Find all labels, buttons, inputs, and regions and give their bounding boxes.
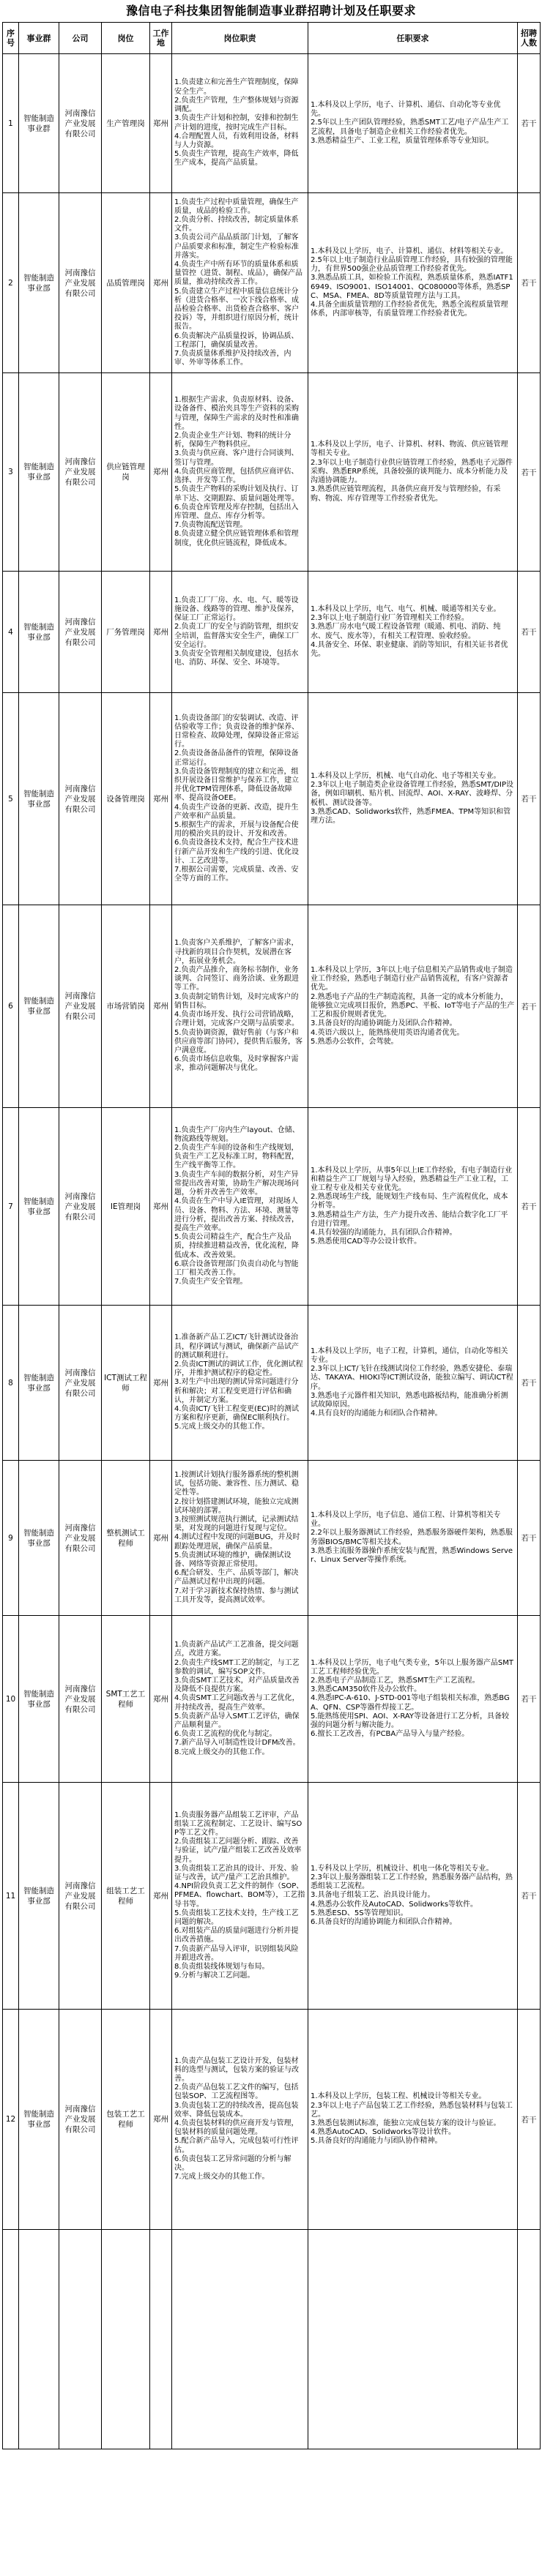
header-location: 工作地 <box>150 23 172 54</box>
table-row <box>3 1108 541 1306</box>
row-duties: 1.负责工厂厂房、水、电、气、暖等设施设备、线路等的管理、维护及保养，保证工厂正常运行。 2.负责工厂的安全与消防管理，组织安全培训，监督落实安全生产，确保工厂安全运行。 3.负责安全管理相关制度建设，包括水电、消防、环保、安全、环境等。 <box>172 572 308 693</box>
row-index <box>3 2230 19 2449</box>
row-company: 河南豫信产业发展有限公司 <box>59 1616 102 1783</box>
row-duties: 1.负责新产品试产工艺准备，提交问题点，改进方案。 2.负责生产线SMT工艺的制定，与工艺参数的调试，编写SOP文件。 3.负责SMT工艺技术，对产品质量改善及降低不良提供方案。 4.负责SMT工艺问题改善与工艺优化，并持续改善，提高生产效率。 5.负责新产品导入SMT工艺评估，确保产品顺利量产。 6.负责工艺流程的优化与制定。 7.新产品导入可制造性设计DFM改善。 8.完成上级交办的其他工作。 <box>172 1616 308 1783</box>
row-division: 智能制造事业部 <box>19 1783 59 2010</box>
row-index: 7 <box>3 1108 19 1306</box>
row-index: 1 <box>3 54 19 193</box>
row-duties: 1.负责生产过程中质量管理，确保生产质量，成品的检验工作。 2.负责分析、持续改善，制定质量体系文件。 3.负责公司产品品质部门计划，了解客户品质要求和标准，制定生产检验标准并落实。 4.负责生产中所有环节的质量体系和质量管控（进货、制程、成品），确保产品质量，推动持续改善工作。 5.负责建立生产过程中质量信息统计分析（进货合格率、一次下线合格率、成品检验合格率、出货检查合格率、客户投诉）等，并组织进行原因分析，统计报告。 6.负责解决产品质量投诉，协调品质、工程部门，确保质量改善。 7.负责质量体系维护及持续改善，内审、外审等体系工作。 <box>172 193 308 373</box>
row-duties: 1.负责客户关系维护，了解客户需求，寻找新的项目合作契机，发展潜在客户，拓展业务机会。 2.负责产品推介，商务标书制作，业务谈判、合同签订、商务洽谈、业务跟进等工作。 3.负责制定销售计划，及时完成客户的销售目标。 4.负责市场开发、执行公司营销战略，合理计划，完成客户交期与品质要求。 5.负责协调资源，做好售前（与客户和供应商等部门协同），提供售后服务，客户满意度。 6.负责市场信息收集，及时掌握客户需求，推动问题解决与优化。 <box>172 905 308 1108</box>
row-duties: 1.负责设备部门的安装调试、改造、评估验收等工作；负责设备的维护保养、日常检查、故障处理，保障设备正常运行。 2.负责设备备品备件的管理，保障设备正常运行。 3.负责设备管理制度的建立和完善，组织开展设备日常维护与保养工作，建立并优化TPM管理体系，降低设备故障率、提高设备OEE。 4.负责生产设备的更新、改造，提升生产效率和产品质量。 5.根据生产的需求，开展与设备配合使用的模治夹具的设计、开发和改善。 6.负责设备技术支持，配合生产技术进行新产品开发和生产线的引进、优化设计、工艺改进等。 7.根据公司需要，完成质量、改善、安全等方面的工作。 <box>172 693 308 905</box>
row-index: 11 <box>3 1783 19 2010</box>
table-row <box>3 373 541 572</box>
row-duties: 1.负责产品包装工艺设计开发，包装材料的选型与测试，包装方案的验证与改善。 2.负责产品包装工艺文件的编写，包括包装SOP、工艺流程图等。 3.负责包装工艺的持续改善，提高包装效率、降低包装成本。 4.负责包装材料的供应商开发与管理，包装材料的质量问题处理。 5.配合新产品导入，完成包装可行性评估。 6.负责包装工艺异常问题的分析与解决。 7.完成上级交办的其他工作。 <box>172 2010 308 2230</box>
row-company: 河南豫信产业发展有限公司 <box>59 193 102 373</box>
row-duties: 1.负责建立和完善生产管理制度，保障安全生产。 2.负责生产管理，生产整体规划与资源调配。 3.负责生产计划和控制，安排和控制生产计划的进度，按时完成生产目标。 4.合理配置人员，有效利用设备，材料与人力资源。 5.负责生产管理，提高生产效率，降低生产成本，提高产品质量。 <box>172 54 308 193</box>
row-company: 河南豫信产业发展有限公司 <box>59 54 102 193</box>
row-location: 郑州 <box>150 373 172 572</box>
row-headcount: 若干 <box>518 1616 541 1783</box>
row-location: 郑州 <box>150 1616 172 1783</box>
row-position: 组装工艺工程师 <box>102 1783 150 2010</box>
row-headcount: 若干 <box>518 1306 541 1461</box>
row-headcount <box>518 2230 541 2449</box>
row-index: 2 <box>3 193 19 373</box>
row-location: 郑州 <box>150 2010 172 2230</box>
row-headcount: 若干 <box>518 1461 541 1616</box>
row-position: ICT测试工程师 <box>102 1306 150 1461</box>
table-row <box>3 1783 541 2010</box>
row-company <box>59 2230 102 2449</box>
row-location: 郑州 <box>150 193 172 373</box>
row-company: 河南豫信产业发展有限公司 <box>59 572 102 693</box>
header-requirements: 任职要求 <box>308 23 518 54</box>
row-requirements <box>308 2230 518 2449</box>
table-row <box>3 572 541 693</box>
row-position: SMT工艺工程师 <box>102 1616 150 1783</box>
row-duties: 1.负责服务器产品组装工艺评审，产品组装工艺流程制定、工艺设计、编写SOP等工艺文件。 2.负责组装工艺问题分析、跟踪、改善与验证，试产/量产组装工艺改善及效率提升。 3.负责组装工艺治具的设计、开发、验证与改善，试产/量产工艺治具维护。 4.NPI阶段负责工艺文件的制作（SOP、PFMEA、flowchart、BOM等），工艺指导书等。 5.负责组装工艺技术支持，生产线工艺问题的解决。 6.对组装产品的质量问题进行分析并提出改善措施。 7.负责新产品导入评审，识别组装风险并跟进改善。 8.负责组装线体规划与布局。 9.分析与解决工艺问题。 <box>172 1783 308 2010</box>
row-division: 智能制造事业部 <box>19 693 59 905</box>
row-index: 6 <box>3 905 19 1108</box>
row-headcount: 若干 <box>518 54 541 193</box>
header-index: 序号 <box>3 23 19 54</box>
row-division: 智能制造事业部 <box>19 905 59 1108</box>
row-headcount: 若干 <box>518 905 541 1108</box>
row-division: 智能制造事业部 <box>19 2010 59 2230</box>
row-division: 智能制造事业部 <box>19 1616 59 1783</box>
row-headcount: 若干 <box>518 693 541 905</box>
row-company: 河南豫信产业发展有限公司 <box>59 2010 102 2230</box>
row-index: 3 <box>3 373 19 572</box>
table-row <box>3 1616 541 1783</box>
row-headcount: 若干 <box>518 572 541 693</box>
row-duties: 1.准备新产品工艺ICT/飞针测试设备治具，程序调试与测试，确保新产品试产的测试顺利进行。 2.负责ICT测试的调试工作，优化测试程序，并维护测试程序的稳定性。 3.对生产中出现的测试异常问题进行分析和解决；对工程变更进行评估和确认，并制定方案。 4.负责ICT/飞针工程变更(EC)时的测试方案和程序更新，确保EC顺利执行。 5.完成上级交办的其他工作。 <box>172 1306 308 1461</box>
row-company: 河南豫信产业发展有限公司 <box>59 693 102 905</box>
table-row <box>3 905 541 1108</box>
table-row <box>3 193 541 373</box>
row-location: 郑州 <box>150 1461 172 1616</box>
row-position: 整机测试工程师 <box>102 1461 150 1616</box>
table-row <box>3 1306 541 1461</box>
row-requirements: 1.本科及以上学历，电气、电气、机械、暖通等相关专业。 2.3年以上电子制造行业厂务管理相关工作经验。 3.熟悉厂房水电气暖工程设备管理（暖通、机电、消防、纯水、废气、废水等），有相关工程管理、验收经验。 4.具备安全、环保、职业健康、消防等知识，有相关证书者优先。 <box>308 572 518 693</box>
row-location: 郑州 <box>150 1108 172 1306</box>
row-headcount: 若干 <box>518 1108 541 1306</box>
row-location: 郑州 <box>150 693 172 905</box>
row-location: 郑州 <box>150 572 172 693</box>
header-headcount: 招聘人数 <box>518 23 541 54</box>
row-company: 河南豫信产业发展有限公司 <box>59 1306 102 1461</box>
row-duties: 1.根据生产需求，负责原材料、设备、设备备件、模治夹具等生产资料的采购与管理，保障生产需求的及时性和准确性。 2.负责企业生产计划、物料的统计分析，保障生产物料供应。 3.负责与供应商、客户进行合同谈判、签订与管理。 4.负责供应商管理，包括供应商评估、选择、开发等工作。 5.负责生产物料的采购计划及执行、订单下达、交期跟踪、质量问题处理等。 6.负责仓库管理及库存控制，包括出入库管理、盘点、库存分析等。 7.负责物流配送管理。 8.负责建立健全供应链管理体系和管理制度，优化供应链流程，降低成本。 <box>172 373 308 572</box>
row-division: 智能制造事业部 <box>19 1306 59 1461</box>
row-requirements: 1.本科及以上学历，包装工程、机械设计等相关专业。 2.3年以上电子产品包装工艺工作经验，熟悉包装材料与包装工艺。 3.熟悉包装测试标准，能独立完成包装方案的设计与验证。 4.熟悉AutoCAD、Solidworks等设计软件。 5.具备良好的沟通能力与团队协作精神。 <box>308 2010 518 2230</box>
row-duties: 1.按测试计划执行服务器系统的整机测试，包括功能、兼容性、压力测试、稳定性等。 2.按计划搭建测试环境，能独立完成测试环境的部署。 3.按照测试规范执行测试，记录测试结果，对发现的问题进行复现与定位。 4.测试过程中发现的问题BUG，并及时跟踪处理进展，确保产品质量。 5.负责测试环境的维护，确保测试设备、网络等资源正常使用。 6.配合研发、生产、品质等部门，解决产品测试过程中出现的问题。 7.对于学习新技术保持热情、参与测试工具开发等，提高测试效率。 <box>172 1461 308 1616</box>
row-requirements: 1.本科及以上学历，机械、电气自动化、电子等相关专业。 2.3年以上电子制造类企业设备管理工作经验，熟悉SMT/DIP设备，例如印刷机、贴片机、回流焊、AOI、X-RAY、波峰焊、分板机、测试设备等。 3.熟悉CAD、Solidworks软件，熟悉FMEA、TPM等知识和管理方法。 <box>308 693 518 905</box>
row-company: 河南豫信产业发展有限公司 <box>59 905 102 1108</box>
header-position: 岗位 <box>102 23 150 54</box>
row-location <box>150 2230 172 2449</box>
row-position: 供应链管理岗 <box>102 373 150 572</box>
row-company: 河南豫信产业发展有限公司 <box>59 1783 102 2010</box>
row-headcount: 若干 <box>518 373 541 572</box>
row-position <box>102 2230 150 2449</box>
row-division <box>19 2230 59 2449</box>
row-location: 郑州 <box>150 905 172 1108</box>
row-location: 郑州 <box>150 1783 172 2010</box>
row-division: 智能制造事业部 <box>19 1108 59 1306</box>
row-division: 智能制造事业部 <box>19 373 59 572</box>
table-row <box>3 1461 541 1616</box>
row-headcount: 若干 <box>518 193 541 373</box>
row-location: 郑州 <box>150 1306 172 1461</box>
row-position: 生产管理岗 <box>102 54 150 193</box>
row-headcount: 若干 <box>518 1783 541 2010</box>
row-duties <box>172 2230 308 2449</box>
table-row <box>3 693 541 905</box>
row-division: 智能制造事业部 <box>19 1461 59 1616</box>
row-requirements: 1.专科及以上学历，机械设计、机电一体化等相关专业。 2.3年以上服务器组装工艺工作经验，熟悉服务器产品结构，熟悉组装工艺流程。 3.具备电子组装工艺、治具设计能力。 4.熟悉办公软件及AutoCAD、Solidworks等软件。 5.熟悉ESD、5S等管理知识。 6.具备良好的沟通协调能力和团队合作精神。 <box>308 1783 518 2010</box>
row-requirements: 1.本科及以上学历，3年以上电子信息相关产品销售或电子制造业工作经验，熟悉电子制造行业产品销售流程，有客户资源者优先。 2.熟悉电子产品的生产制造流程，具备一定的成本分析能力，能够独立完成项目报价，熟悉PC、平板、IoT等电子产品的生产工艺和报价规则者优先。 3.具备良好的沟通协调能力及团队合作精神。 4.英语六级以上，能熟练使用英语沟通者优先。 5.熟悉办公软件，会驾驶。 <box>308 905 518 1108</box>
row-index: 9 <box>3 1461 19 1616</box>
row-requirements: 1.本科及以上学历，从事5年以上IE工作经验，有电子制造行业和精益生产工厂规划与导入经验，熟悉精益生产工业工程，工业工程专业及相关专业优先。 2.熟悉现场生产线，能规划生产线布局、生产流程优化，成本分析等。 3.熟悉精益生产方法，生产力提升改善、能结合数字化工厂平台进行管理。 4.具有较强的沟通能力，具有团队合作精神。 5.熟悉使用CAD等办公设计软件。 <box>308 1108 518 1306</box>
row-company: 河南豫信产业发展有限公司 <box>59 373 102 572</box>
row-index: 10 <box>3 1616 19 1783</box>
row-index: 5 <box>3 693 19 905</box>
row-division: 智能制造事业群 <box>19 54 59 193</box>
row-requirements: 1.本科及以上学历，电子信息、通信工程、计算机等相关专业。 2.2年以上服务器测试工作经验，熟悉服务器硬件架构，熟悉服务器BIOS/BMC等相关技术。 3.熟悉主流服务器操作系统安装与配置，熟悉Windows Server、Linux Server等操作系统。 <box>308 1461 518 1616</box>
row-company: 河南豫信产业发展有限公司 <box>59 1108 102 1306</box>
header-division: 事业群 <box>19 23 59 54</box>
row-position: 市场营销岗 <box>102 905 150 1108</box>
row-index: 12 <box>3 2010 19 2230</box>
table-row <box>3 2010 541 2230</box>
row-position: 设备管理岗 <box>102 693 150 905</box>
row-division: 智能制造事业部 <box>19 193 59 373</box>
row-requirements: 1.本科及以上学历，电子、计算机、通信、自动化等专业优先。 2.5年以上生产团队管理经验，熟悉SMT工艺/电子产品生产工艺流程，具备电子制造企业相关工作经验者优先。 3.熟悉精益生产、工业工程，质量管理体系等专业知识。 <box>308 54 518 193</box>
row-requirements: 1.本科及以上学历，电子工程，计算机，通信，自动化等相关专业。 2.3年以上ICT/飞针在线测试岗位工作经验，熟悉安捷伦、泰瑞达、TAKAYA、HIOKI等ICT测试设备，能独立编写、调试ICT程序。 3.熟悉电子元器件相关知识，熟悉电路板结构，能准确分析测试故障原因。 4.具有良好的沟通能力和团队合作精神。 <box>308 1306 518 1461</box>
row-index: 4 <box>3 572 19 693</box>
table-header-row <box>3 23 541 54</box>
row-company: 河南豫信产业发展有限公司 <box>59 1461 102 1616</box>
row-duties: 1.负责生产厂房内生产layout、仓储、物流路线等规划。 2.负责生产车间的设备和生产线规划，负责生产工艺及标准工时，物料配置，生产线平衡等工作。 3.负责生产车间的数据分析，对生产异常提出改善对策，协助生产解决现场问题，分析并改善生产效率。 4.负责在生产中导入IE管理，对现场人员、设备、物料、方法、环境、测量等进行分析，提出改善方案、持续改善，提高生产效率。 5.负责公司精益生产，配合生产及品质，持续推进精益改善，优化流程，降低成本、改善效果。 6.联合设备管理部门负责自动化与智能工厂相关改善工作。 7.负责生产安全管理。 <box>172 1108 308 1306</box>
recruitment-table <box>2 22 541 2449</box>
row-requirements: 1.本科及以上学历，电子、计算机、材料、物流、供应链管理等相关专业。 2.3年以上电子制造行业供应链管理工作经验，熟悉电子元器件采购、熟悉ERP系统，具备较强的谈判能力、成本分析能力及沟通协调能力。 3.熟悉供应链管理流程，具备供应商开发与管理经验，有采购、物流、库存管理等工作经验者优先。 <box>308 373 518 572</box>
row-location: 郑州 <box>150 54 172 193</box>
table-row <box>3 2230 541 2449</box>
row-position: 品质管理岗 <box>102 193 150 373</box>
row-requirements: 1.本科及以上学历，电子电气类专业，5年以上服务器产品SMT工艺工程师经验优先。 2.熟悉电子产品制造工艺，熟悉SMT生产工艺流程。 3.熟悉CAM350软件及办公软件。 4.熟悉IPC-A-610、J-STD-001等电子组装相关标准，熟悉BGA、QFN、CSP等器件焊接工艺。 5.能熟练使用SPI、AOI、X-RAY等设备进行工艺分析，具备较强的问题分析与解决能力。 6.擅长工艺改善，有PCBA产品导入与量产经验。 <box>308 1616 518 1783</box>
row-position: 包装工艺工程师 <box>102 2010 150 2230</box>
header-duties: 岗位职责 <box>172 23 308 54</box>
table-row <box>3 54 541 193</box>
row-headcount: 若干 <box>518 2010 541 2230</box>
row-position: IE管理岗 <box>102 1108 150 1306</box>
header-company: 公司 <box>59 23 102 54</box>
row-division: 智能制造事业部 <box>19 572 59 693</box>
row-index: 8 <box>3 1306 19 1461</box>
row-requirements: 1.本科及以上学历，电子、计算机、通信、材料等相关专业。 2.5年以上电子制造行业品质管理工作经验，具有较强的管理能力，有世界500强企业品质管理工作经验者优先。 3.熟悉品质工具，如检验工作流程，熟悉质量体系，熟悉IATF16949、ISO9001、ISO14001、QC080000等体系，熟悉SPC、MSA、FMEA、8D等质量管理方法与工具。 4.具备全面质量管理的工作经验者优先，熟悉全流程质量管理体系，内部审核等，有质量管理工作经验者优先。 <box>308 193 518 373</box>
row-position: 厂务管理岗 <box>102 572 150 693</box>
document-title: 豫信电子科技集团智能制造事业群招聘计划及任职要求 <box>125 4 416 18</box>
